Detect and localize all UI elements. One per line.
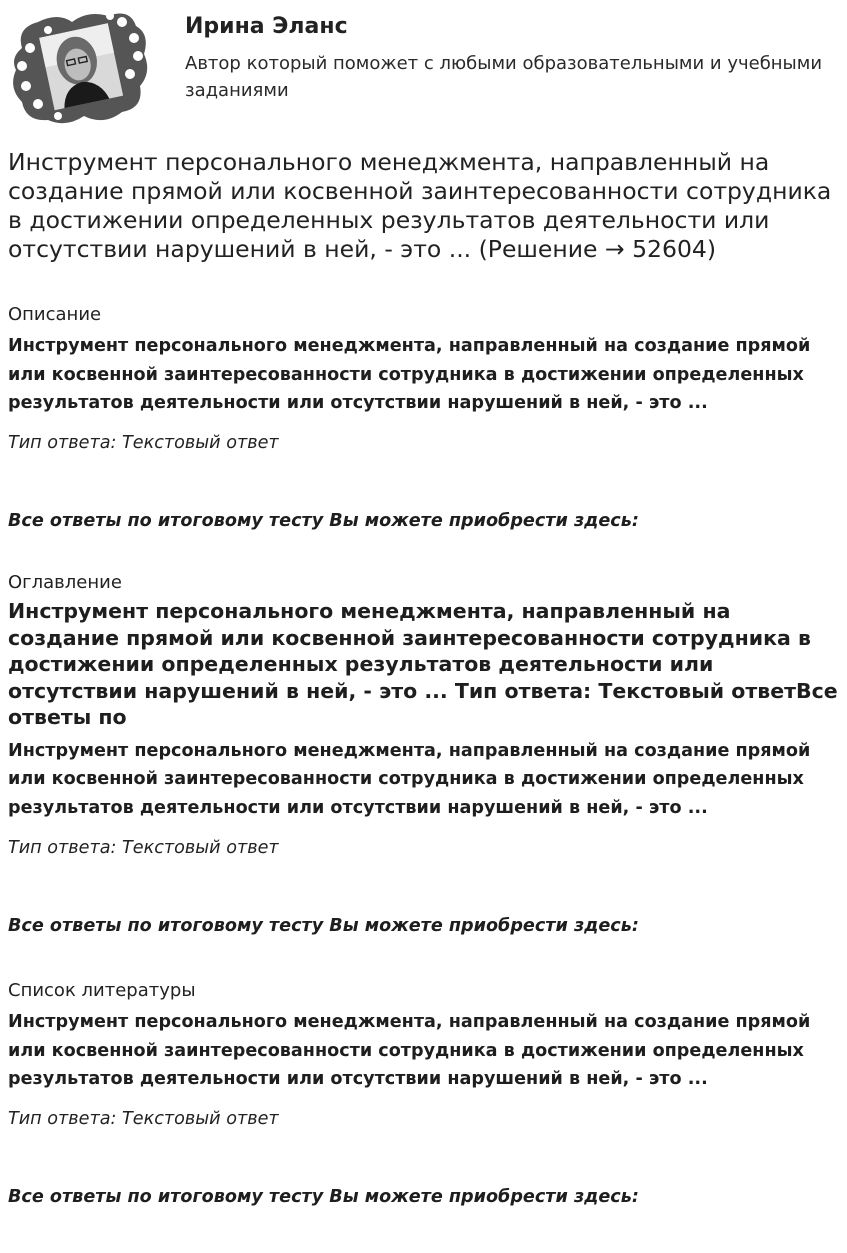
buy-answers-text: Все ответы по итоговому тесту Вы можете приобрести здесь: [8, 511, 639, 532]
page-title: Инструмент персонального менеджмента, направленный на создание прямой или косвенной заинтересованности сотрудника в достижении определенных результатов деятельности или отсутствии нарушений в ней, - это ... (Решение → 52604) [8, 148, 832, 263]
buy-answers-text: Все ответы по итоговому тесту Вы можете приобрести здесь: [8, 915, 639, 936]
section-label: Описание [8, 304, 102, 325]
toc-section [8, 572, 838, 937]
buy-answers-text: Все ответы по итоговому тесту Вы можете приобрести здесь: [8, 1187, 639, 1208]
author-block [8, 8, 838, 128]
section-label: Список литературы [8, 980, 196, 1001]
answer-type: Тип ответа: Текстовый ответ [8, 1109, 279, 1130]
author-description: Автор который поможет с любыми образовательными и учебными заданиями [185, 53, 823, 101]
literature-section [8, 980, 838, 1208]
question-text: Инструмент персонального менеджмента, направленный на создание прямой или косвенной заинтересованности сотрудника в достижении определенных результатов деятельности или отсутствии нарушений в ней, - это ... [8, 336, 811, 414]
answer-type: Тип ответа: Текстовый ответ [8, 433, 279, 454]
toc-heading: Инструмент персонального менеджмента, направленный на создание прямой или косвенной заинтересованности сотрудника в достижении определенных результатов деятельности или отсутствии нарушений в ней, - это ... Тип ответа: Текстовый ответВсе ответы по [8, 599, 838, 729]
description-section [8, 304, 838, 532]
question-text: Инструмент персонального менеджмента, направленный на создание прямой или косвенной заинтересованности сотрудника в достижении определенных результатов деятельности или отсутствии нарушений в ней, - это ... [8, 1012, 811, 1090]
author-name[interactable]: Ирина Эланс [185, 14, 348, 39]
answer-type: Тип ответа: Текстовый ответ [8, 837, 279, 858]
section-label: Оглавление [8, 572, 122, 593]
question-text: Инструмент персонального менеджмента, направленный на создание прямой или косвенной заинтересованности сотрудника в достижении определенных результатов деятельности или отсутствии нарушений в ней, - это ... [8, 740, 811, 818]
author-avatar[interactable] [8, 8, 150, 126]
